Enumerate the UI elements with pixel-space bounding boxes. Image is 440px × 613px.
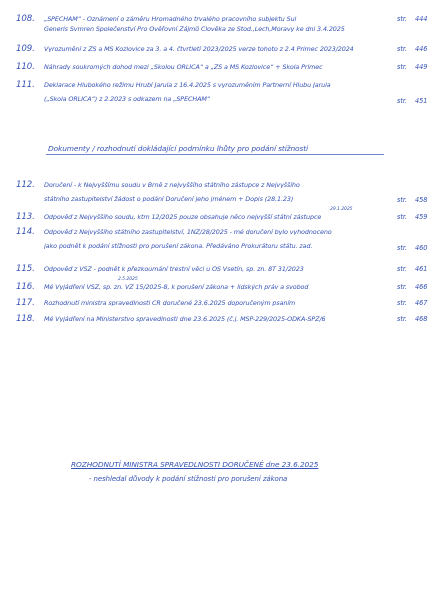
item-number: 116. (16, 282, 35, 292)
page-label: str. (397, 196, 407, 204)
item-text: Generis Svmren Společenství Pro Ověřovní Zájmů Člověka ze Stod.,Lech,Moravy ke dni 3.4.2025 (44, 26, 345, 33)
item-text: Deklarace Hlubokého režimu Hrubí Jarula z 16.4.2025 s vyrozuměním Partnerní Hlubu Jarula (44, 82, 331, 89)
item-text: Mé Vyjádření VSZ, sp. zn. VZ 15/2025-8, k porušení zákona + lidských práv a svobod (44, 284, 309, 291)
item-number: 117. (16, 298, 35, 308)
page-number: 466 (415, 283, 428, 291)
item-number: 109. (16, 44, 35, 54)
page-number: 460 (415, 244, 428, 252)
page-label: str. (397, 265, 407, 273)
page-label: str. (397, 97, 407, 105)
page-number: 444 (415, 15, 428, 23)
item-number: 110. (16, 62, 35, 72)
item-number: 111. (16, 80, 35, 90)
decision-title: ROZHODNUTÍ MINISTRA SPRAVEDLNOSTI DORUČENÉ dne 23.6.2025 (71, 460, 319, 469)
item-text: Náhrady soukromých dohod mezi „Školou ORLICA“ a „ZŠ a MŠ Kozlovice“ + Škola Primec (44, 64, 323, 71)
item-text: Vyrozumění z ZŠ a MŠ Kozlovice za 3. a 4. čtvrtletí 2023/2025 verze tohoto z 2.4 Primec 2023/2024 (44, 46, 354, 53)
item-number: 112. (16, 180, 35, 190)
heading-underline (46, 154, 384, 155)
page-number: 446 (415, 45, 428, 53)
item-number: 108. (16, 14, 35, 24)
date-annotation: 29.1.2025 (330, 207, 353, 212)
item-text: Odpověď z Nejvyššího státního zastupitelství, 1NZ/28/2025 - mé doručení bylo vyhodnoceno (44, 229, 332, 236)
item-text: Doručení - k Nejvyššímu soudu v Brně z nejvyššího státního zástupce z Nejvyššího (44, 182, 300, 189)
item-text: „SPĚCHÁM“ - Oznámení o záměru Hromadného trvalého pracovního subjektu Sui (44, 16, 297, 23)
item-text: Rozhodnutí ministra spravedlnosti ČR doručené 23.6.2025 doporučeným psaním (44, 300, 296, 307)
item-number: 113. (16, 212, 35, 222)
item-number: 118. (16, 314, 35, 324)
decision-note: - neshledal důvody k podání stížnosti pro porušení zákona (89, 475, 288, 483)
page-number: 467 (415, 299, 428, 307)
page-number: 461 (415, 265, 428, 273)
page-number: 451 (415, 97, 428, 105)
item-text: („Škola ORLICA“) z 2.2023 s odkazem na „SPĚCHÁM“ (44, 96, 210, 103)
item-text: Odpověď z Nejvyššího soudu, ktm 12/2025 pouze obsahuje něco nejvyšší státní zástupce (44, 214, 322, 221)
page-number: 458 (415, 196, 428, 204)
item-text: Odpověď z VSZ - podnět k přezkoumání trestní věci u OS Vsetín, sp. zn. 8T 31/2023 (44, 266, 304, 273)
item-number: 114. (16, 227, 35, 237)
item-number: 115. (16, 264, 35, 274)
page-label: str. (397, 315, 407, 323)
page-label: str. (397, 283, 407, 291)
item-text: státního zastupitelství žádost o podání Doručení jeho jménem + Dopis (28.1.23) (44, 196, 294, 203)
page-label: str. (397, 244, 407, 252)
page-label: str. (397, 15, 407, 23)
page-number: 468 (415, 315, 428, 323)
item-text: jako podnět k podání stížnosti pro porušení zákona. Předáváno Prokurátoru státu. zad. (44, 243, 313, 250)
page-label: str. (397, 45, 407, 53)
page-label: str. (397, 213, 407, 221)
item-text: Mé Vyjádření na Ministerstvo spravedlnosti dne 23.6.2025 (č.j. MSP-229/2025-ODKA-SPZ/6 (44, 316, 326, 323)
page-number: 449 (415, 63, 428, 71)
date-annotation: 2.5.2025 (118, 277, 138, 282)
page-label: str. (397, 63, 407, 71)
page-label: str. (397, 299, 407, 307)
page-number: 459 (415, 213, 428, 221)
section-heading: Dokumenty / rozhodnutí dokládající podmínku lhůty pro podání stížnosti (48, 144, 308, 153)
